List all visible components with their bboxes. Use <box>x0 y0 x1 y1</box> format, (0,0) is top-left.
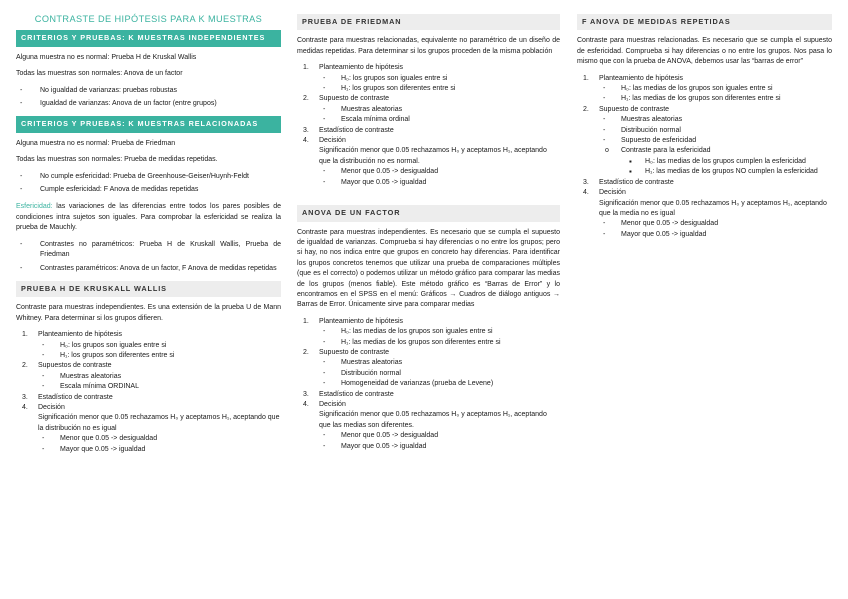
list-item: 4. Decisión Significación menor que 0.05 rechazamos H₀ y aceptamos H₁, aceptando que la media no es igual - Menor que 0.05 -> desigualdad - Mayor que 0.05 -> igualdad <box>577 188 832 240</box>
paragraph: Contraste para muestras relacionadas. Es necesario que se cumpla el supuesto de esfericidad. Comprueba si hay diferencias o no entre los grupos. Nos pasa lo mismo que con la prueba de ANOVA, debemos usar las “barras de error” <box>577 37 832 66</box>
list-item: - Escala mínima ORDINAL <box>38 382 281 392</box>
list-item: - Menor que 0.05 -> desigualdad <box>38 434 281 444</box>
document-title: CONTRASTE DE HIPÓTESIS PARA K MUESTRAS <box>34 14 263 24</box>
sub-list <box>319 74 560 95</box>
list-item: - H₀: los grupos son iguales entre si <box>319 74 560 84</box>
sub-list <box>599 146 832 177</box>
list-item: 3. Estadístico de contraste <box>583 178 674 186</box>
list-item: 1. Planteamiento de hipótesis - H₀: los grupos son iguales entre si - H₁: los grupos son diferentes entre si <box>297 63 560 94</box>
column-right <box>577 10 832 246</box>
list-item: 4. Decisión Significación menor que 0.05 rechazamos H₀ y aceptamos H₁, aceptando que la distribución no es igual - Menor que 0.05 -> desigualdad - Mayor que 0.05 -> igualdad <box>16 403 281 455</box>
list-item: - Muestras aleatorias <box>599 115 832 125</box>
list-item: o Contraste para la esfericidad ▪ H₀: las medias de los grupos cumplen la esfericidad ▪ H₁: las medias de los grupos NO cumplen la esfericidad <box>599 146 832 177</box>
decision-text: Significación menor que 0.05 rechazamos H₀ y aceptamos H₁, aceptando que las medias son diferentes. <box>319 411 547 429</box>
section-header-anova: ANOVA DE UN FACTOR <box>297 205 560 221</box>
list-item: 4. Decisión Significación menor que 0.05 rechazamos H₀ y aceptamos H₁, aceptando que la distribución no es normal. - Menor que 0.05 -> desigualdad - Mayor que 0.05 -> igualdad <box>297 136 560 188</box>
section-header-independientes: CRITERIOS Y PRUEBAS: K MUESTRAS INDEPENDIENTES <box>16 30 281 46</box>
list-item: 3. Estadístico de contraste <box>22 393 113 401</box>
esfericidad-text: las variaciones de las diferencias entre todos los pares posibles de condiciones intra sujetos son iguales. Para comprobar la esfericidad se realiza la prueba de Mauchly. <box>16 203 281 232</box>
numbered-list <box>577 74 832 241</box>
list-item: 4. Decisión Significación menor que 0.05 rechazamos H₀ y aceptamos H₁, aceptando que las medias son diferentes. - Menor que 0.05 -> desigualdad - Mayor que 0.05 -> igualdad <box>297 400 560 452</box>
list-item: ▪ H₁: las medias de los grupos NO cumplen la esfericidad <box>621 167 832 177</box>
bullet-list <box>16 172 281 196</box>
paragraph: Contraste para muestras relacionadas, equivalente no paramétrico de un diseño de medidas repetidas. Para determinar si los grupos proceden de la misma población <box>297 37 560 55</box>
paragraph: Todas las muestras son normales: Anova de un factor <box>16 70 183 78</box>
list-item: - H₀: las medias de los grupos son iguales entre si <box>599 84 832 94</box>
list-item: 2. Supuestos de contraste - Muestras aleatorias - Escala mínima ORDINAL <box>16 361 281 392</box>
sub-list <box>599 115 832 146</box>
list-item: - Mayor que 0.05 -> igualdad <box>38 445 281 455</box>
numbered-list <box>297 63 560 188</box>
sub-list <box>319 358 560 389</box>
sub-list <box>319 105 560 126</box>
column-middle <box>297 10 560 458</box>
list-item: - Menor que 0.05 -> desigualdad <box>599 219 832 229</box>
sub-list <box>599 219 832 240</box>
list-item: - H₀: las medias de los grupos son iguales entre si <box>319 327 560 337</box>
list-item: - Homogeneidad de varianzas (prueba de Levene) <box>319 379 560 389</box>
numbered-list <box>16 330 281 455</box>
list-item: - Contrastes no paramétricos: Prueba H de Kruskall Wallis, Prueba de Friedman <box>16 240 281 261</box>
list-item: - Mayor que 0.05 -> igualdad <box>599 230 832 240</box>
list-item: - Supuesto de esfericidad <box>599 136 832 146</box>
sub-list <box>319 167 560 188</box>
paragraph: Todas las muestras son normales: Prueba de medidas repetidas. <box>16 156 218 164</box>
list-item: 1. Planteamiento de hipótesis - H₀: las medias de los grupos son iguales entre si - H₁: las medias de los grupos son diferentes entre si <box>297 317 560 348</box>
list-item: - Muestras aleatorias <box>319 105 560 115</box>
list-item: - Distribución normal <box>319 369 560 379</box>
list-item: - Mayor que 0.05 -> igualdad <box>319 178 560 188</box>
esfericidad-paragraph <box>16 202 281 233</box>
list-item: 2. Supuesto de contraste - Muestras aleatorias - Distribución normal - Homogeneidad de varianzas (prueba de Levene) <box>297 348 560 390</box>
decision-text: Significación menor que 0.05 rechazamos H₀ y aceptamos H₁, aceptando que la distribución no es normal. <box>319 147 547 165</box>
sub-list <box>621 157 832 178</box>
list-item: - H₁: las medias de los grupos son diferentes entre si <box>319 338 560 348</box>
list-item: - Mayor que 0.05 -> igualdad <box>319 442 560 452</box>
section-header-relacionadas: CRITERIOS Y PRUEBAS: K MUESTRAS RELACIONADAS <box>16 116 281 132</box>
list-item: 2. Supuesto de contraste - Muestras aleatorias - Escala mínima ordinal <box>297 94 560 125</box>
sub-list <box>319 431 560 452</box>
sub-list <box>38 341 281 362</box>
section-header-friedman: PRUEBA DE FRIEDMAN <box>297 14 560 30</box>
paragraph: Contraste para muestras independientes. Es una extensión de la prueba U de Mann Whitney. Para determinar si los grupos difieren. <box>16 304 281 322</box>
list-item: 2. Supuesto de contraste - Muestras aleatorias - Distribución normal - Supuesto de esfericidad o Contraste para la esfericidad ▪ H₀: las medias de los grupos cumplen la esfericidad ▪ H₁: las medias de los grupos NO cumplen la esfericidad <box>577 105 832 178</box>
list-item: - No cumple esfericidad: Prueba de Greenhouse-Geiser/Huynh-Feldt <box>16 172 281 182</box>
list-item: - H₁: los grupos son diferentes entre si <box>319 84 560 94</box>
list-item: - Escala mínima ordinal <box>319 115 560 125</box>
list-item: - Distribución normal <box>599 126 832 136</box>
list-item: - H₁: los grupos son diferentes entre si <box>38 351 281 361</box>
list-item: - Menor que 0.05 -> desigualdad <box>319 431 560 441</box>
list-item: - Muestras aleatorias <box>38 372 281 382</box>
section-header-kruskal: PRUEBA H DE KRUSKALL WALLIS <box>16 281 281 297</box>
list-item: - Cumple esfericidad: F Anova de medidas repetidas <box>16 185 281 195</box>
list-item: - No igualdad de varianzas: pruebas robustas <box>16 86 281 96</box>
esfericidad-label: Esfericidad: <box>16 203 53 211</box>
sub-list <box>38 434 281 455</box>
column-left <box>16 10 281 461</box>
list-item: - Menor que 0.05 -> desigualdad <box>319 167 560 177</box>
sub-list <box>319 327 560 348</box>
bullet-list <box>16 240 281 274</box>
sub-list <box>599 84 832 105</box>
numbered-list <box>297 317 560 452</box>
list-item: 3. Estadístico de contraste <box>303 390 394 398</box>
sub-list <box>38 372 281 393</box>
list-item: - H₁: las medias de los grupos son diferentes entre si <box>599 94 832 104</box>
list-item: - Igualdad de varianzas: Anova de un factor (entre grupos) <box>16 99 281 109</box>
list-item: - Muestras aleatorias <box>319 358 560 368</box>
paragraph: Alguna muestra no es normal: Prueba de Friedman <box>16 139 176 147</box>
paragraph: Alguna muestra no es normal: Prueba H de Kruskal Wallis <box>16 53 197 61</box>
list-item: - Contrastes paramétricos: Anova de un factor, F Anova de medidas repetidas <box>16 264 281 274</box>
decision-text: Significación menor que 0.05 rechazamos H₀ y aceptamos H₁, aceptando que la media no es igual <box>599 199 827 217</box>
list-item: ▪ H₀: las medias de los grupos cumplen la esfericidad <box>621 157 832 167</box>
paragraph: Contraste para muestras independientes. Es necesario que se cumpla el supuesto de igualdad de varianzas. Comprueba si hay diferencias o no entre los grupos; pero si hay, no nos indica entre que grupos en concreto hay diferencias. Para identificar los grupos concretos tenemos que utilizar una prueba de comparaciones múltiples (que es el correcto) o podemos utilizar un método gráfico para comparar las medias de los grupos (menos fiable). Este método gráfico es “Barras de Error” y lo encontramos en el SPSS en el menú: Gráficos → Cuadros de diálogo antiguos → Barras de Error. Únicamente sirve para comparar medias <box>297 228 560 309</box>
list-item: 1. Planteamiento de hipótesis - H₀: las medias de los grupos son iguales entre si - H₁: las medias de los grupos son diferentes entre si <box>577 74 832 105</box>
bullet-list <box>16 86 281 110</box>
list-item: 3. Estadístico de contraste <box>303 126 394 134</box>
decision-text: Significación menor que 0.05 rechazamos H₀ y aceptamos H₁, aceptando que la distribución no es igual <box>38 414 280 432</box>
section-header-f-anova: F ANOVA DE MEDIDAS REPETIDAS <box>577 14 832 30</box>
list-item: - H₀: los grupos son iguales entre si <box>38 341 281 351</box>
list-item: 1. Planteamiento de hipótesis - H₀: los grupos son iguales entre si - H₁: los grupos son diferentes entre si <box>16 330 281 361</box>
